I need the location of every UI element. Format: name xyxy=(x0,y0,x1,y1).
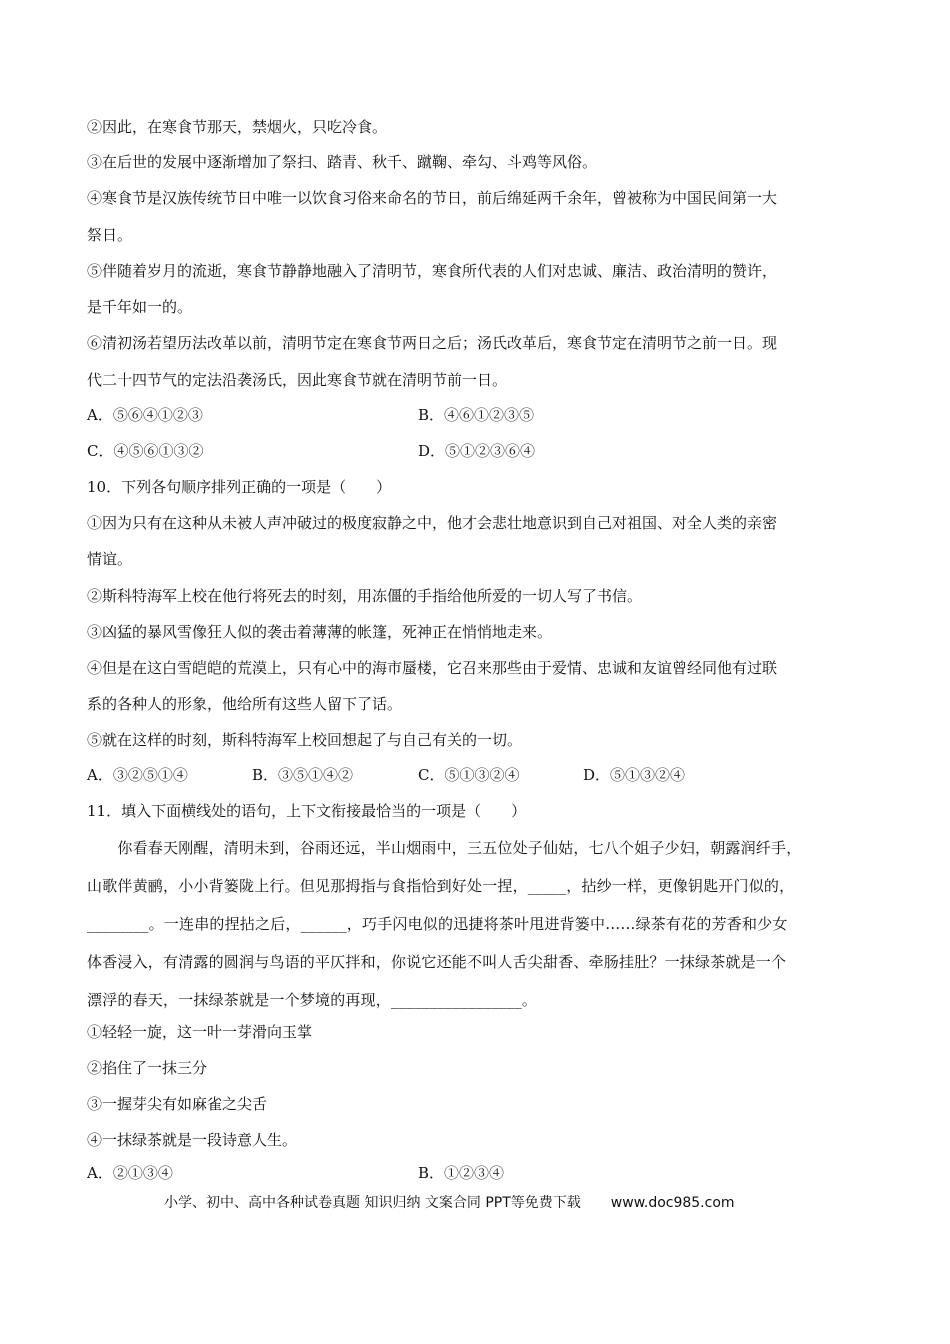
q11-item-3: ③一握芽尖有如麻雀之尖舌 xyxy=(87,1095,268,1113)
q10-item-5: ⑤就在这样的时刻，斯科特海军上校回想起了与自己有关的一切。 xyxy=(87,731,523,749)
q10-option-d: D．⑤①③②④ xyxy=(583,766,686,784)
q9-option-b: B．④⑥①②③⑤ xyxy=(418,406,535,424)
q9-item-4-cont: 祭日。 xyxy=(87,226,133,244)
q9-item-2: ②因此，在寒食节那天，禁烟火，只吃冷食。 xyxy=(87,118,388,136)
q9-option-c: C．④⑤⑥①③② xyxy=(87,442,204,460)
page-footer xyxy=(164,1192,735,1212)
q9-item-3: ③在后世的发展中逐渐增加了祭扫、踏青、秋千、蹴鞠、牵勾、斗鸡等风俗。 xyxy=(87,153,598,171)
q11-passage-line-3: ________。一连串的捏拈之后，______，巧手闪电似的迅捷将茶叶甩进背篓中……绿茶有花的芳香和少女 xyxy=(87,915,788,933)
q11-stem: 11．填入下面横线处的语句，上下文衔接最恰当的一项是（ ） xyxy=(87,802,527,820)
q9-item-4: ④寒食节是汉族传统节日中唯一以饮食习俗来命名的节日，前后绵延两千余年，曾被称为中国民间第一大 xyxy=(87,189,778,207)
q11-passage-line-1: 你看春天刚醒，清明未到，谷雨还远，半山烟雨中，三五位处子仙姑，七八个姐子少妇，朝露润纤手， xyxy=(87,839,802,857)
q10-item-1-cont: 情谊。 xyxy=(87,550,133,568)
q10-item-1: ①因为只有在这种从未被人声冲破过的极度寂静之中，他才会悲壮地意识到自己对祖国、对全人类的亲密 xyxy=(87,514,778,532)
q10-option-a: A．③②⑤①④ xyxy=(87,766,188,784)
q9-item-6: ⑥清初汤若望历法改革以前，清明节定在寒食节两日之后；汤氏改革后，寒食节定在清明节之前一日。现 xyxy=(87,334,778,352)
q10-item-2: ②斯科特海军上校在他行将死去的时刻，用冻僵的手指给他所爱的一切人写了书信。 xyxy=(87,587,643,605)
q11-option-b: B．①②③④ xyxy=(418,1164,505,1182)
q10-stem: 10．下列各句顺序排列正确的一项是（ ） xyxy=(87,478,392,496)
q10-option-c: C．⑤①③②④ xyxy=(418,766,520,784)
q9-item-5: ⑤伴随着岁月的流逝，寒食节静静地融入了清明节，寒食所代表的人们对忠诚、廉洁、政治清明的赞许， xyxy=(87,262,778,280)
q11-option-a: A．②①③④ xyxy=(87,1164,173,1182)
footer-text: 小学、初中、高中各种试卷真题 知识归纳 文案合同 PPT等免费下载 xyxy=(164,1195,581,1211)
q10-item-4-cont: 系的各种人的形象，他给所有这些人留下了话。 xyxy=(87,695,403,713)
q9-option-d: D．⑤①②③⑥④ xyxy=(418,442,536,460)
q9-option-a: A．⑤⑥④①②③ xyxy=(87,406,203,424)
q11-item-4: ④一抹绿茶就是一段诗意人生。 xyxy=(87,1131,298,1149)
footer-url[interactable]: www.doc985.com xyxy=(610,1195,735,1211)
q11-passage-line-5: 漂浮的春天，一抹绿茶就是一个梦境的再现，_________________。 xyxy=(87,991,538,1009)
q10-item-4: ④但是在这白雪皑皑的荒漠上，只有心中的海市蜃楼，它召来那些由于爱情、忠诚和友谊曾经同他有过联 xyxy=(87,659,778,677)
q11-passage-line-2: 山歌伴黄鹂，小小背篓陇上行。但见那拇指与食指恰到好处一捏，_____，拈纱一样，更像钥匙开门似的， xyxy=(87,877,795,895)
q11-item-1: ①轻轻一旋，这一叶一芽滑向玉掌 xyxy=(87,1023,313,1041)
q10-item-3: ③凶猛的暴风雪像狂人似的袭击着薄薄的帐篷，死神正在悄悄地走来。 xyxy=(87,623,553,641)
q11-item-2: ②掐住了一抹三分 xyxy=(87,1059,208,1077)
q11-passage-line-4: 体香浸入，有清露的圆润与鸟语的平仄拌和，你说它还能不叫人舌尖甜香、牵肠挂肚？一抹绿茶就是一个 xyxy=(87,953,787,971)
q10-option-b: B．③⑤①④② xyxy=(252,766,354,784)
q9-item-6-cont: 代二十四节气的定法沿袭汤氏，因此寒食节就在清明节前一日。 xyxy=(87,371,508,389)
q9-item-5-cont: 是千年如一的。 xyxy=(87,298,193,316)
